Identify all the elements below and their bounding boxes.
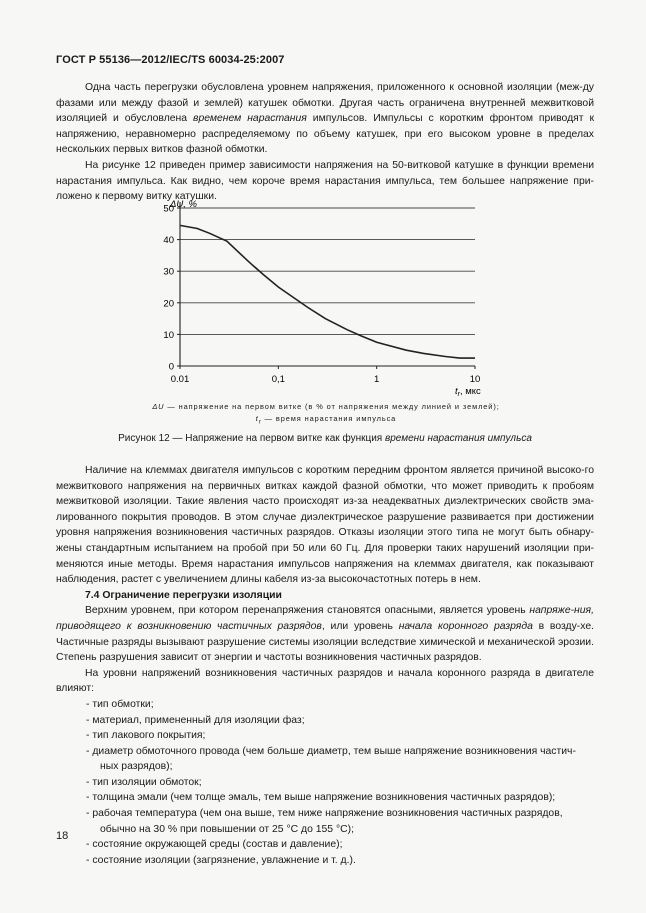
y-tick-label: 50: [163, 203, 174, 215]
document-header: ГОСТ Р 55136—2012/IEC/TS 60034-25:2007: [56, 54, 285, 66]
list-item-continuation: обычно на 30 % при повышении от 25 °С до 155 °С);: [100, 823, 354, 835]
x-tick-label: 0.01: [170, 374, 190, 385]
voltage-rise-time-chart: [130, 196, 530, 396]
list-item: - тип обмотки;: [86, 698, 154, 710]
x-tick-label: 1: [374, 374, 380, 385]
x-tick-label: 0,1: [271, 374, 285, 385]
list-item: - состояние изоляции (загрязнение, увлажнение и т. д.).: [86, 854, 356, 866]
list-item: - рабочая температура (чем она выше, тем ниже напряжение возникновения частичных разрядов,: [86, 808, 563, 820]
list-item: - тип изоляции обмоток;: [86, 776, 202, 788]
series-line: [180, 225, 475, 358]
intro-block: [56, 80, 594, 205]
list-item: - состояние окружающей среды (состав и давление);: [86, 839, 343, 851]
list-item: - диаметр обмоточного провода (чем больше диаметр, тем выше напряжение возникновения частич-: [86, 745, 576, 757]
y-axis-label: ΔU, %: [170, 199, 197, 210]
page-number: 18: [56, 830, 69, 842]
paragraph-overload: [56, 80, 594, 158]
y-tick-label: 10: [163, 329, 174, 341]
section-title: 7.4 Ограничение перегрузки изоляции: [85, 589, 282, 601]
y-tick-label: 20: [163, 298, 174, 310]
x-tick-label: 10: [469, 374, 481, 385]
y-tick-label: 40: [163, 235, 174, 247]
list-item-continuation: ных разрядов);: [100, 761, 173, 773]
list-item: - материал, примененный для изоляции фаз;: [86, 714, 305, 726]
figure-caption: Рисунок 12 — Напряжение на первом витке как функция времени нарастания импульса: [118, 433, 532, 444]
paragraph-short-front: Наличие на клеммах двигателя импульсов с коротким передним фронтом является причиной высоко-го межвиткового напряжения на первичных витках каждой фазной обмотки, что может приводить к пробоям межвитковой изоляции. Такие явления часто происходят из-за неадекватных диэлектрических свойств эма-лированного покрытия проводов. В этом случае диэлектрическое разрушение развивается при достижении уровня напряжения возникновения частичных разрядов. Отказы изоляции этого типа не могут быть обнару-жены стандартным испытанием на пробой при 50 или 60 Гц. Для проверки таких нарушений изоляции при-меняются иные методы. Время нарастания импульсов напряжения на клеммах двигателя, как показывают наблюдения, растет с увеличением длины кабеля из-за высокочастотных потерь в нем.: [56, 465, 594, 586]
figure-legend: [146, 401, 506, 427]
chart-grid: [180, 208, 475, 334]
list-item: - тип лакового покрытия;: [86, 730, 206, 742]
y-tick-label: 30: [163, 266, 174, 278]
y-tick-label: 0: [168, 361, 174, 373]
legend-line-delta-u: ΔU — напряжение на первом витке (в % от напряжения между линией и землей);: [152, 402, 500, 411]
paragraph-upper-level: Верхним уровнем, при котором перенапряжения становятся опасными, является уровень напряже-ния, приводящего к возникновению частичных разрядов, или уровень начала коронного разряда в возду-хе. Частичные разряды вызывают разрушение системы изоляции вследствие химической и механической эрозии. Степень разрушения зависит от энергии и частоты возникновения частичных разрядов.: [56, 605, 594, 664]
x-axis-label: $t_r$, мкс: [455, 386, 481, 396]
list-item: - толщина эмали (чем толще эмаль, тем выше напряжение возникновения частичных разрядов);: [86, 792, 556, 804]
para1-text-a: Одна часть перегрузки обусловлена уровнем напряжения, приложенного к основной изоляции (меж-ду фазами или между фазой и землей) катушек обмотки. Другая часть ограничена внутренней межвитковой изоляцией и обусловлена: [56, 82, 594, 125]
main-block: [56, 463, 594, 868]
y-tick-labels: [163, 204, 174, 373]
paragraph-factors: На уровни напряжений возникновения частичных разрядов и начала коронного разряда в двигателе влияют:: [56, 667, 594, 695]
para1-italic: временем нарастания: [193, 113, 307, 125]
para1-text-b: импульсов. Импульсы с коротким фронтом приводят к напряжению, неравномерно распределяемому по объему катушек, при его высоком уровне в пределах нескольких первых витков фазной обмотки.: [56, 113, 595, 156]
x-tick-labels: [171, 374, 481, 385]
chart-axes: [177, 202, 475, 369]
legend-line-tr: $t_r$ — время нарастания импульса: [255, 413, 397, 425]
paragraph-figure-ref: На рисунке 12 приведен пример зависимости напряжения на 50-витковой катушке в функции времени нарастания импульса. Как видно, чем короче время нарастания импульса, тем большее напряжение при-ложено к первому витку катушки.: [56, 159, 594, 203]
